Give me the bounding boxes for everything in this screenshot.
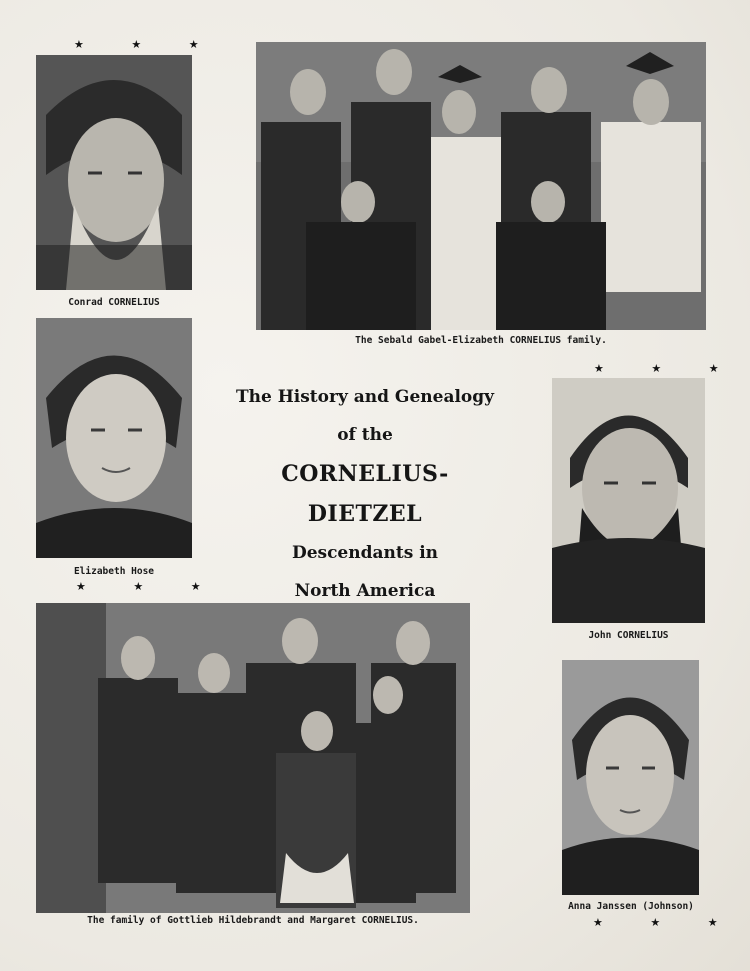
photo-gottlieb-family: [36, 603, 470, 913]
photo-conrad-cornelius: [36, 55, 192, 290]
title-line-3: CORNELIUS-DIETZEL: [281, 461, 449, 527]
star-ornament: ★ ★ ★: [76, 580, 223, 593]
star-ornament: ★ ★ ★: [594, 362, 741, 375]
caption-john: John CORNELIUS: [588, 630, 669, 641]
caption-elizabeth: Elizabeth Hose: [73, 566, 155, 577]
caption-gottlieb-family: The family of Gottlieb Hildebrandt and Margaret CORNELIUS.: [87, 915, 419, 926]
title-line-2: of the: [337, 425, 393, 445]
title-line-4: Descendants in: [291, 543, 439, 563]
title-line-1: The History and Genealogy: [235, 387, 495, 407]
book-title: [230, 378, 500, 610]
caption-conrad: Conrad CORNELIUS: [68, 297, 160, 308]
photo-elizabeth-hose: [36, 318, 192, 558]
star-ornament: ★ ★ ★: [74, 38, 221, 51]
star-ornament: ★ ★ ★: [593, 916, 740, 929]
title-line-5: North America: [294, 581, 436, 601]
photo-john-cornelius: [552, 378, 705, 623]
caption-anna: Anna Janssen (Johnson): [568, 901, 694, 912]
photo-anna-janssen: [562, 660, 699, 895]
caption-sebald-family: The Sebald Gabel-Elizabeth CORNELIUS family.: [355, 335, 607, 346]
photo-sebald-family: [256, 42, 706, 330]
